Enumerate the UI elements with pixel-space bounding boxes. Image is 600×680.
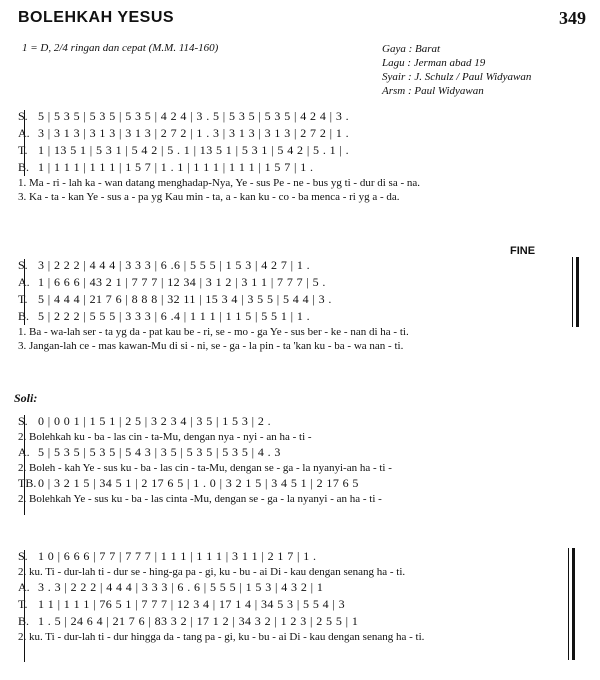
voice-notes: 1 | 13 5 1 | 5 3 1 | 5 4 2 | 5 . 1 | 13 5 1 | 5 3 1 | 5 4 2 | 5 . 1 | . [38,143,350,157]
lyric-line [12,325,590,339]
score-system-3 [12,413,590,506]
voice-label: B. [18,309,30,323]
song-metadata [382,42,531,98]
score-system-2 [12,257,590,353]
voice-row-bass [12,613,590,630]
lyric-line [12,176,590,190]
voice-row-tenor [12,596,590,613]
meta-syair: Syair : J. Schulz / Paul Widyawan [382,71,532,83]
voice-label: S. [18,414,28,428]
voice-row-soprano [12,257,590,274]
voice-notes: 0 | 0 0 1 | 1 5 1 | 2 5 | 3 2 3 4 | 3 5 | 1 5 3 | 2 . [38,414,272,428]
voice-row-tenor [12,142,590,159]
voice-label: TB. [18,476,37,490]
voice-label: S. [18,549,28,563]
voice-row-alto [12,579,590,596]
voice-label: B. [18,160,30,174]
meta-lagu: Lagu : Jerman abad 19 [382,57,486,69]
song-number: 349 [559,8,586,28]
score-system-1 [12,108,590,204]
voice-label: A. [18,445,30,459]
voice-notes: 1 0 | 6 6 6 | 7 7 | 7 7 7 | 1 1 1 | 1 1 1 | 3 1 1 | 2 1 7 | 1 . [38,549,317,563]
voice-label: T. [18,143,28,157]
voice-row-alto [12,274,590,291]
voice-notes: 1 1 | 1 1 1 | 76 5 1 | 7 7 7 | 12 3 4 | 17 1 4 | 34 5 3 | 5 5 4 | 3 [38,597,346,611]
song-title: BOLEHKAH YESUS [18,9,175,26]
voice-notes: 1 . 5 | 24 6 4 | 21 7 6 | 83 3 2 | 17 1 2 | 34 3 2 | 1 2 3 | 2 5 5 | 1 [38,614,359,628]
lyric-text: 2. Boleh - kah Ye - sus ku - ba - las cin - ta-Mu, dengan se - ga - la nyanyi-an ha - ti - [18,462,392,474]
lyric-text: 3. Ka - ta - kan Ye - sus a - pa yg Kau min - ta, a - kan ku - co - ba menca - ri yg a - da. [18,191,400,203]
lyric-line [12,339,590,353]
lyric-line [12,430,590,444]
voice-notes: 1 | 1 1 1 | 1 1 1 | 1 5 7 | 1 . 1 | 1 1 1 | 1 1 1 | 1 5 7 | 1 . [38,160,314,174]
voice-row-tenor [12,291,590,308]
voice-row-soprano [12,548,590,565]
voice-notes: 5 | 2 2 2 | 5 5 5 | 3 3 3 | 6 .4 | 1 1 1 | 1 1 5 | 5 5 1 | 1 . [38,309,311,323]
voice-row-soprano [12,108,590,125]
voice-row-soprano [12,413,590,430]
lyric-text: 2. ku. Ti - dur-lah ti - dur hingga da - tang pa - gi, ku - bu - ai Di - kau dengan senang ha - ti. [18,631,425,643]
voice-row-alto [12,125,590,142]
voice-label: A. [18,275,30,289]
voice-notes: 3 . 3 | 2 2 2 | 4 4 4 | 3 3 3 | 6 . 6 | 5 5 5 | 1 5 3 | 4 3 2 | 1 [38,580,324,594]
soli-marking: Soli: [14,391,38,405]
voice-label: S. [18,109,28,123]
voice-notes: 5 | 4 4 4 | 21 7 6 | 8 8 8 | 32 11 | 15 3 4 | 3 5 5 | 5 4 4 | 3 . [38,292,332,306]
score-system-4 [12,548,590,644]
voice-label: T. [18,292,28,306]
lyric-line [12,630,590,644]
lyric-text: 3. Jangan-lah ce - mas kawan-Mu di si - ni, se - ga - la pin - ta 'kan ku - ba - wa nan - ti. [18,340,404,352]
lyric-line [12,190,590,204]
voice-notes: 3 | 2 2 2 | 4 4 4 | 3 3 3 | 6 .6 | 5 5 5 | 1 5 3 | 4 2 7 | 1 . [38,258,311,272]
meta-gaya: Gaya : Barat [382,43,441,55]
fine-marking: FINE [510,245,536,257]
voice-label: S. [18,258,28,272]
voice-label: B. [18,614,30,628]
voice-row-alto [12,444,590,461]
voice-label: T. [18,597,28,611]
voice-notes: 5 | 5 3 5 | 5 3 5 | 5 3 5 | 4 2 4 | 3 . 5 | 5 3 5 | 5 3 5 | 4 2 4 | 3 . [38,109,350,123]
voice-notes: 3 | 3 1 3 | 3 1 3 | 3 1 3 | 2 7 2 | 1 . 3 | 3 1 3 | 3 1 3 | 2 7 2 | 1 . [38,126,350,140]
voice-notes: 1 | 6 6 6 | 43 2 1 | 7 7 7 | 12 34 | 3 1 2 | 3 1 1 | 7 7 7 | 5 . [38,275,326,289]
lyric-line [12,565,590,579]
voice-label: A. [18,580,30,594]
meta-arsm: Arsm : Paul Widyawan [382,85,484,97]
lyric-text: 2. Bolehkah ku - ba - las cin - ta-Mu, dengan nya - nyi - an ha - ti - [18,431,312,443]
voice-notes: 0 | 3 2 1 5 | 34 5 1 | 2 17 6 5 | 1 . 0 | 3 2 1 5 | 3 4 5 1 | 2 17 6 5 [38,476,359,490]
tempo-marking: 1 = D, 2/4 ringan dan cepat (M.M. 114-160) [22,42,219,54]
lyric-line [12,461,590,475]
lyric-text: 2. ku. Ti - dur-lah ti - dur se - hing-ga pa - gi, ku - bu - ai Di - kau dengan senang ha - ti. [18,566,406,578]
voice-row-bass [12,159,590,176]
lyric-text: 2. Bolehkah Ye - sus ku - ba - las cinta -Mu, dengan se - ga - la nyanyi - an ha - ti - [18,493,382,505]
voice-row-tenor-bass [12,475,590,492]
voice-notes: 5 | 5 3 5 | 5 3 5 | 5 4 3 | 3 5 | 5 3 5 | 5 3 5 | 4 . 3 [38,445,281,459]
voice-label: A. [18,126,30,140]
lyric-text: 1. Ma - ri - lah ka - wan datang menghadap-Nya, Ye - sus Pe - ne - bus yg ti - dur di sa - na. [18,177,421,189]
voice-row-bass [12,308,590,325]
lyric-line [12,492,590,506]
lyric-text: 1. Ba - wa-lah ser - ta yg da - pat kau be - ri, se - mo - ga Ye - sus ber - ke - nan di ha - ti. [18,326,409,338]
